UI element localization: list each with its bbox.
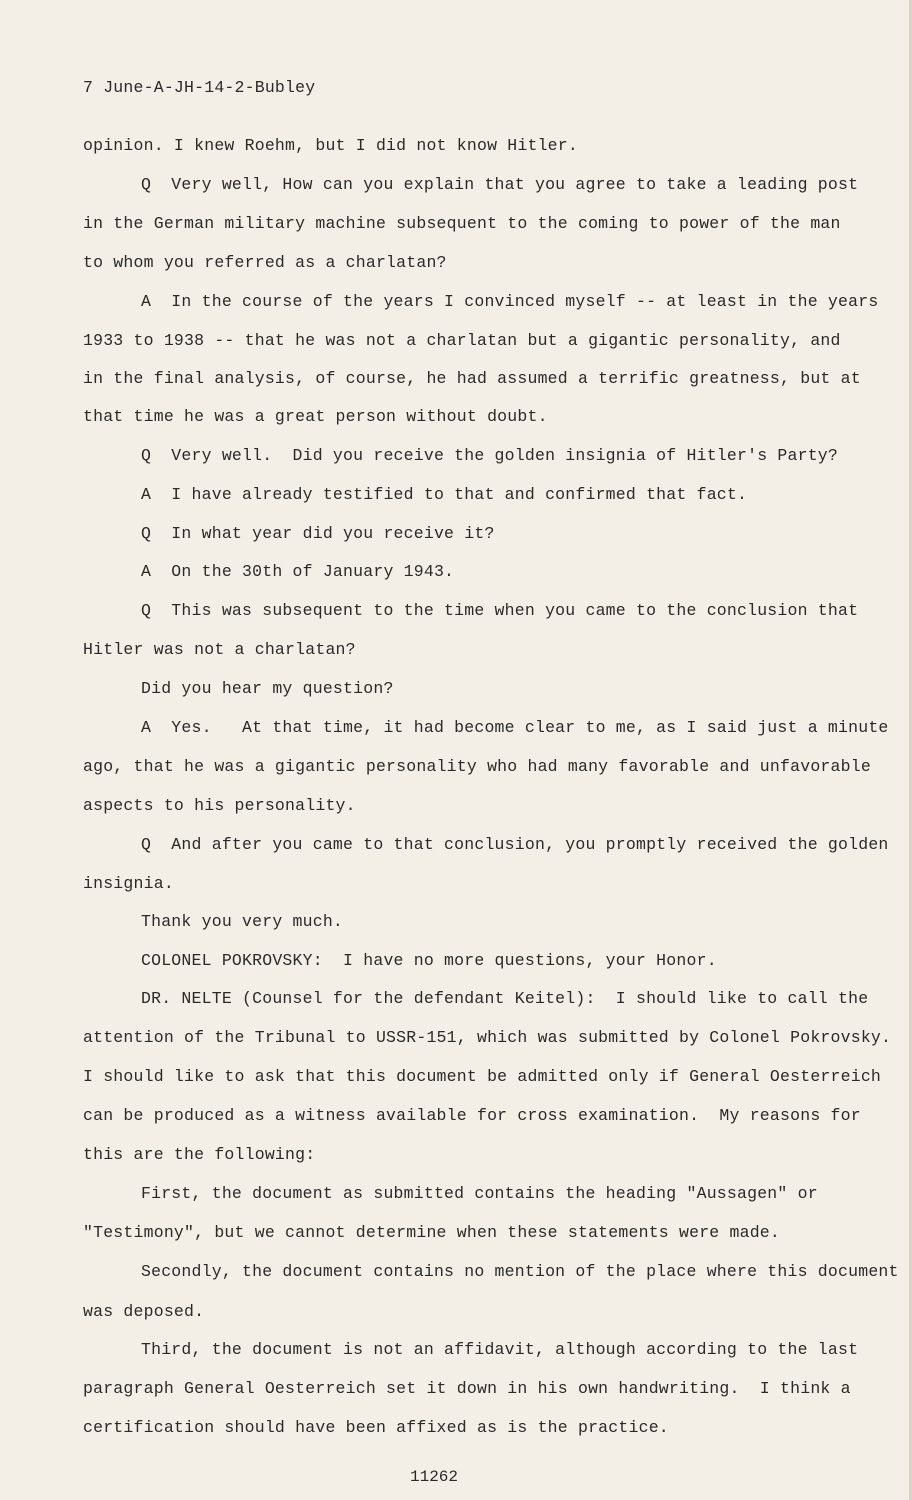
text-line: "Testimony", but we cannot determine when these statements were made. — [83, 1223, 781, 1242]
text-line: Secondly, the document contains no mention of the place where this document — [141, 1262, 899, 1281]
text-line: A Yes. At that time, it had become clear to me, as I said just a minute — [141, 718, 889, 737]
text-line: I should like to ask that this document be admitted only if General Oesterreich — [83, 1067, 882, 1086]
text-line: Thank you very much. — [141, 912, 344, 931]
text-line: certification should have been affixed as is the practice. — [83, 1418, 669, 1437]
text-line: Third, the document is not an affidavit, although according to the last — [141, 1340, 859, 1359]
text-line: Q This was subsequent to the time when you came to the conclusion that — [141, 601, 859, 620]
text-line: was deposed. — [83, 1302, 205, 1321]
text-line: 1933 to 1938 -- that he was not a charlatan but a gigantic personality, and — [83, 331, 841, 350]
page-number: 11262 — [410, 1468, 459, 1486]
text-line: A In the course of the years I convinced myself -- at least in the years — [141, 292, 879, 311]
text-line: can be produced as a witness available for cross examination. My reasons for — [83, 1106, 861, 1125]
text-line: DR. NELTE (Counsel for the defendant Keitel): I should like to call the — [141, 989, 869, 1008]
text-line: insignia. — [83, 874, 174, 893]
text-line: Hitler was not a charlatan? — [83, 640, 356, 659]
text-line: Q In what year did you receive it? — [141, 524, 495, 543]
text-line: that time he was a great person without doubt. — [83, 407, 548, 426]
text-line: Did you hear my question? — [141, 679, 394, 698]
text-line: A I have already testified to that and confirmed that fact. — [141, 485, 748, 504]
page-header: 7 June-A-JH-14-2-Bubley — [83, 78, 316, 97]
text-line: A On the 30th of January 1943. — [141, 562, 455, 581]
text-line: Q And after you came to that conclusion, you promptly received the golden — [141, 835, 889, 854]
text-line: attention of the Tribunal to USSR-151, which was submitted by Colonel Pokrovsky. — [83, 1028, 892, 1047]
text-line: COLONEL POKROVSKY: I have no more questions, your Honor. — [141, 951, 717, 970]
text-line: paragraph General Oesterreich set it down in his own handwriting. I think a — [83, 1379, 851, 1398]
text-line: to whom you referred as a charlatan? — [83, 253, 447, 272]
text-line: this are the following: — [83, 1145, 316, 1164]
text-line: Q Very well, How can you explain that you agree to take a leading post — [141, 175, 859, 194]
text-line: aspects to his personality. — [83, 796, 356, 815]
text-line: First, the document as submitted contains the heading "Aussagen" or — [141, 1184, 818, 1203]
text-line: in the German military machine subsequent to the coming to power of the man — [83, 214, 841, 233]
text-line: Q Very well. Did you receive the golden insignia of Hitler's Party? — [141, 446, 839, 465]
text-line: in the final analysis, of course, he had assumed a terrific greatness, but at — [83, 369, 861, 388]
text-line: opinion. I knew Roehm, but I did not know Hitler. — [83, 136, 578, 155]
text-line: ago, that he was a gigantic personality who had many favorable and unfavorable — [83, 757, 871, 776]
